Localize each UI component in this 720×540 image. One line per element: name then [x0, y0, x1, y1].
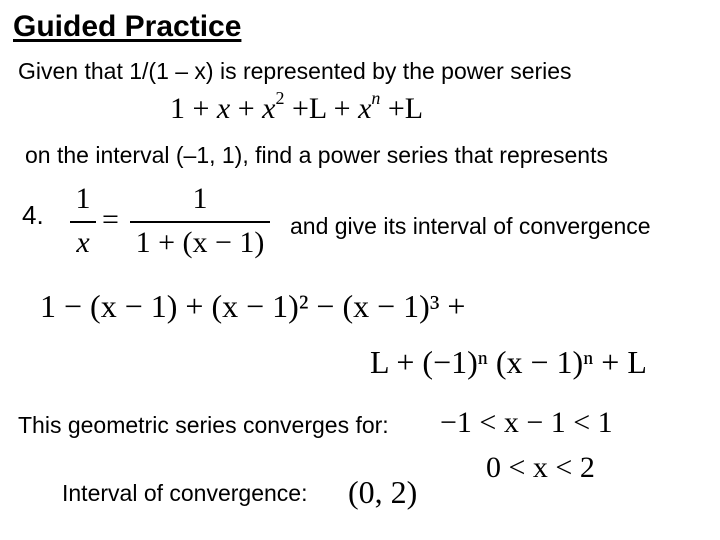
fraction-left-denominator: x — [76, 226, 90, 259]
result-series-line-2: L + (−1)ⁿ (x − 1)ⁿ + L — [370, 344, 647, 380]
series-part-1: 1 + — [170, 92, 217, 125]
inequality-1: −1 < x − 1 < 1 — [440, 406, 613, 439]
interval-value: (0, 2) — [348, 474, 418, 510]
converges-label: This geometric series converges for: — [18, 412, 389, 438]
inequality-2: 0 < x < 2 — [486, 451, 595, 484]
intro-text: Given that 1/(1 – x) is represented by the power series — [18, 58, 572, 84]
series-exp-2: 2 — [275, 88, 285, 108]
result-series-line-1: 1 − (x − 1) + (x − 1)² − (x − 1)³ + — [40, 288, 466, 324]
slide-title: Guided Practice — [13, 10, 242, 43]
series-xn: x — [358, 92, 372, 125]
interval-label: Interval of convergence: — [62, 480, 308, 506]
fraction-right-numerator: 1 — [192, 182, 208, 215]
fraction-right-denominator: 1 + (x − 1) — [135, 226, 265, 259]
convergence-prompt: and give its interval of convergence — [290, 213, 651, 239]
series-part-4: +L — [380, 92, 424, 125]
series-x2: x — [262, 92, 276, 125]
series-part-2: + — [230, 92, 263, 125]
interval-text: on the interval (–1, 1), find a power series that represents — [25, 142, 608, 168]
equals-sign: = — [102, 203, 119, 236]
fraction-right-bar — [130, 221, 270, 223]
fraction-left-numerator: 1 — [75, 182, 91, 215]
series-x1: x — [216, 92, 231, 125]
series-part-3: +L + — [284, 92, 359, 125]
problem-number: 4. — [22, 200, 44, 230]
power-series-expression — [170, 88, 424, 126]
fraction-left-bar — [70, 221, 96, 223]
series-exp-n: n — [371, 88, 381, 108]
